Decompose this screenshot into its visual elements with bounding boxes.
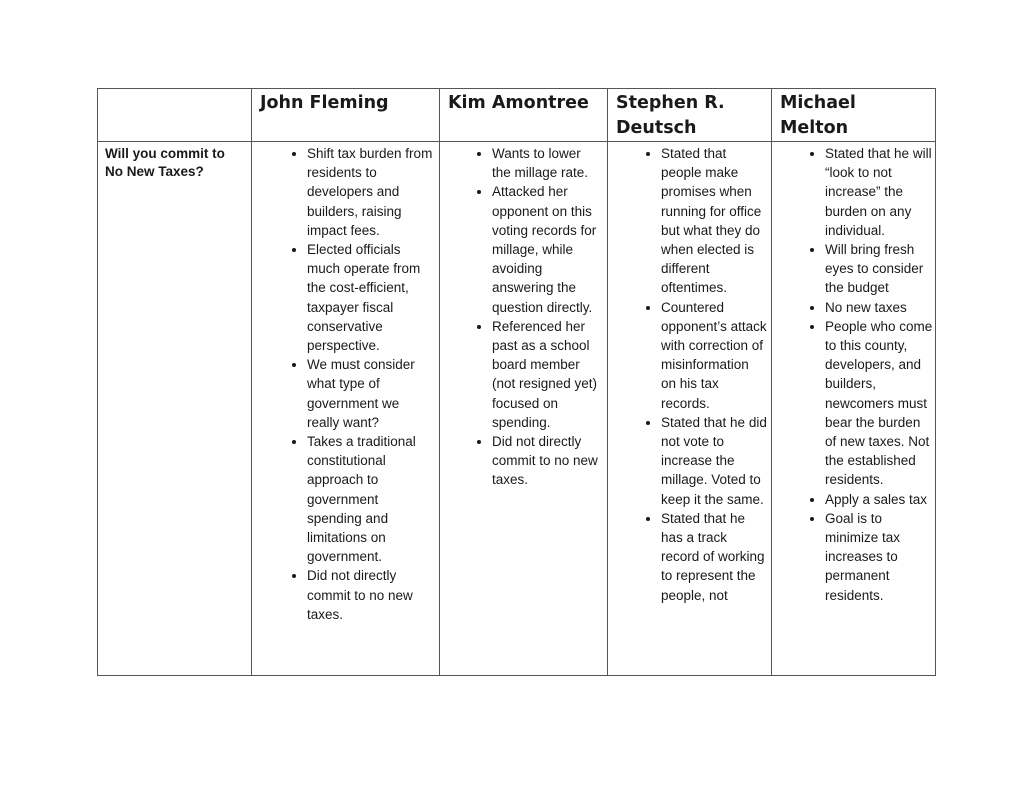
answer-list bbox=[608, 144, 771, 605]
list-item: • Will bring fresh eyes to consider the budget bbox=[825, 240, 933, 298]
list-item: • Takes a traditional constitutional approach to government spending and limitations on government. bbox=[307, 432, 435, 566]
list-item: • Wants to lower the millage rate. bbox=[492, 144, 603, 182]
list-item: • Did not directly commit to no new taxes. bbox=[307, 566, 435, 624]
list-item: • Referenced her past as a school board member (not resigned yet) focused on spending. bbox=[492, 317, 603, 432]
list-item: • Stated that people make promises when running for office but what they do when elected is different oftentimes. bbox=[661, 144, 767, 298]
header-row bbox=[98, 89, 936, 142]
answer-list bbox=[252, 144, 439, 624]
list-item: • Stated that he will “look to not increase” the burden on any individual. bbox=[825, 144, 933, 240]
list-item: • Stated that he has a track record of working to represent the people, not bbox=[661, 509, 767, 605]
answer-list bbox=[772, 144, 935, 605]
column-header-kim-amontree: Kim Amontree bbox=[440, 89, 608, 142]
list-item: • Stated that he did not vote to increase the millage. Voted to keep it the same. bbox=[661, 413, 767, 509]
list-item: • We must consider what type of government we really want? bbox=[307, 355, 435, 432]
question-row bbox=[98, 142, 936, 676]
corner-cell bbox=[98, 89, 252, 142]
column-header-john-fleming: John Fleming bbox=[252, 89, 440, 142]
list-item: • Goal is to minimize tax increases to permanent residents. bbox=[825, 509, 933, 605]
list-item: • Attacked her opponent on this voting records for millage, while avoiding answering the question directly. bbox=[492, 182, 603, 316]
list-item: • No new taxes bbox=[825, 298, 933, 317]
list-item: • Countered opponent’s attack with correction of misinformation on his tax records. bbox=[661, 298, 767, 413]
answer-cell-john-fleming bbox=[252, 142, 440, 676]
question-cell: Will you commit to No New Taxes? bbox=[98, 142, 252, 676]
candidate-comparison-table bbox=[97, 88, 936, 676]
column-header-stephen-deutsch: Stephen R. Deutsch bbox=[608, 89, 772, 142]
list-item: • Elected officials much operate from the cost-efficient, taxpayer fiscal conservative perspective. bbox=[307, 240, 435, 355]
list-item: • Shift tax burden from residents to developers and builders, raising impact fees. bbox=[307, 144, 435, 240]
list-item: • People who come to this county, developers, and builders, newcomers must bear the burden of new taxes. Not the established residents. bbox=[825, 317, 933, 490]
answer-list bbox=[440, 144, 607, 490]
list-item: • Apply a sales tax bbox=[825, 490, 933, 509]
answer-cell-kim-amontree bbox=[440, 142, 608, 676]
column-header-michael-melton: Michael Melton bbox=[772, 89, 936, 142]
list-item: • Did not directly commit to no new taxes. bbox=[492, 432, 603, 490]
answer-cell-stephen-deutsch bbox=[608, 142, 772, 676]
answer-cell-michael-melton bbox=[772, 142, 936, 676]
